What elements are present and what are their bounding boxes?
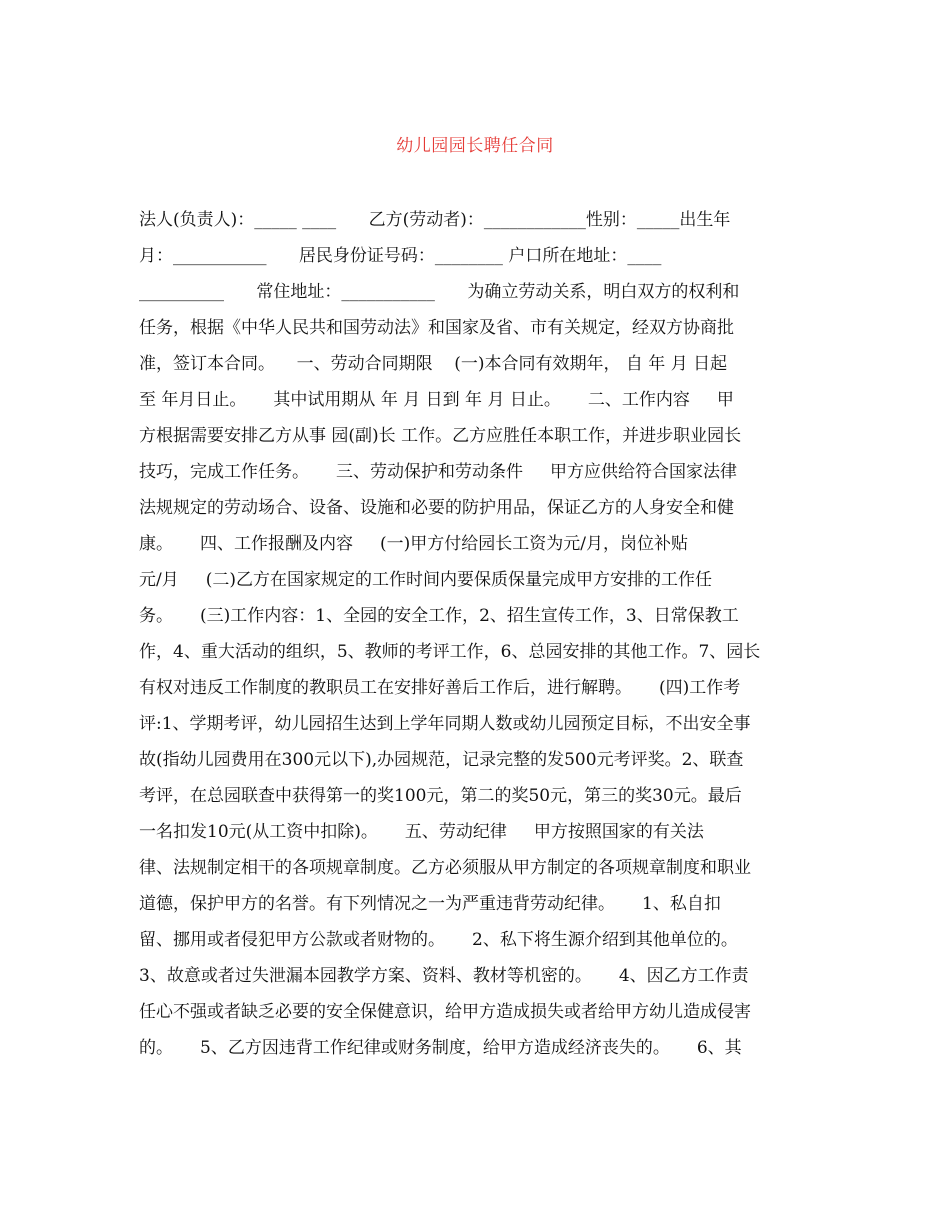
body-line: 康。 四、工作报酬及内容 (一)甲方付给园长工资为元/月，岗位补贴 bbox=[139, 534, 689, 554]
body-line: 道德，保护甲方的名誉。有下列情况之一为严重违背劳动纪律。 1、私自扣 bbox=[139, 894, 721, 914]
body-line: 一名扣发10元(从工资中扣除)。 五、劳动纪律 甲方按照国家的有关法 bbox=[139, 822, 704, 842]
body-line: __________ 常住地址：___________ 为确立劳动关系，明白双方的权利和 bbox=[139, 282, 740, 302]
body-line: 律、法规制定相干的各项规章制度。乙方必须服从甲方制定的各项规章制度和职业 bbox=[139, 858, 751, 878]
body-line: 技巧，完成工作任务。 三、劳动保护和劳动条件 甲方应供给符合国家法律 bbox=[139, 462, 738, 482]
document-title: 幼儿园园长聘任合同 bbox=[396, 136, 554, 156]
body-line: 法人(负责人)：_____ ____ 乙方(劳动者)：____________性别：_____出生年 bbox=[139, 210, 731, 230]
body-line: 务。 (三)工作内容：1、全园的安全工作，2、招生宣传工作，3、日常保教工 bbox=[139, 606, 739, 626]
body-line: 准，签订本合同。 一、劳动合同期限 (一)本合同有效期年， 自 年 月 日起 bbox=[139, 354, 728, 374]
body-line: 任务，根据《中华人民共和国劳动法》和国家及省、市有关规定，经双方协商批 bbox=[139, 318, 734, 338]
body-line: 评:1、学期考评，幼儿园招生达到上学年同期人数或幼儿园预定目标，不出安全事 bbox=[139, 714, 751, 734]
body-line: 3、故意或者过失泄漏本园教学方案、资料、教材等机密的。 4、因乙方工作责 bbox=[139, 966, 749, 986]
body-line: 法规规定的劳动场合、设备、设施和必要的防护用品，保证乙方的人身安全和健 bbox=[139, 498, 734, 518]
body-line: 的。 5、乙方因违背工作纪律或财务制度，给甲方造成经济丧失的。 6、其 bbox=[139, 1038, 742, 1058]
body-line: 至 年月日止。 其中试用期从 年 月 日到 年 月 日止。 二、工作内容 甲 bbox=[139, 390, 734, 410]
body-line: 故(指幼儿园费用在300元以下),办园规范，记录完整的发500元考评奖。2、联查 bbox=[139, 750, 744, 770]
body-line: 考评，在总园联查中获得第一的奖100元，第二的奖50元，第三的奖30元。最后 bbox=[139, 786, 742, 806]
body-line: 任心不强或者缺乏必要的安全保健意识，给甲方造成损失或者给甲方幼儿造成侵害 bbox=[139, 1002, 751, 1022]
body-line: 留、挪用或者侵犯甲方公款或者财物的。 2、私下将生源介绍到其他单位的。 bbox=[139, 930, 738, 950]
contract-body bbox=[139, 204, 819, 1068]
body-line: 有权对违反工作制度的教职员工在安排好善后工作后，进行解聘。 (四)工作考 bbox=[139, 678, 741, 698]
body-line: 方根据需要安排乙方从事 园(副)长 工作。乙方应胜任本职工作，并进步职业园长 bbox=[139, 426, 742, 446]
body-line: 元/月 (二)乙方在国家规定的工作时间内要保质保量完成甲方安排的工作任 bbox=[139, 570, 713, 590]
body-line: 月：___________ 居民身份证号码：________ 户口所在地址：____ bbox=[139, 246, 662, 266]
body-line: 作，4、重大活动的组织，5、教师的考评工作，6、总园安排的其他工作。7、园长 bbox=[139, 642, 761, 662]
